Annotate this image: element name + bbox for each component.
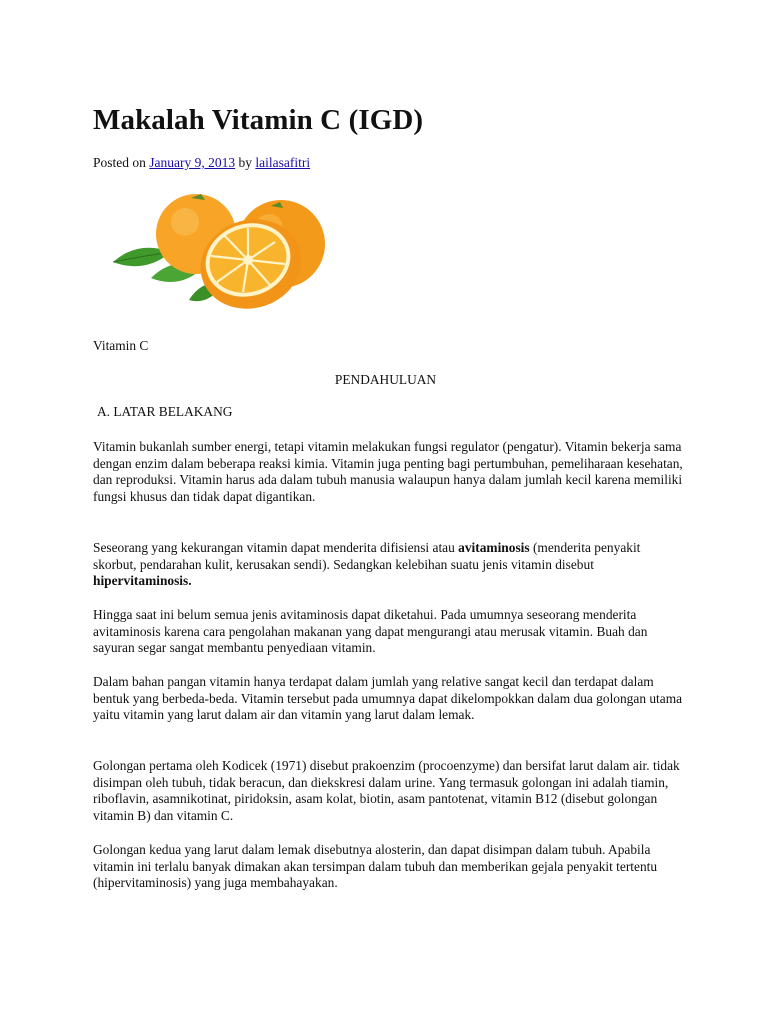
paragraph: Dalam bahan pangan vitamin hanya terdapat dalam jumlah yang relative sangat kecil dan terdapat dalam bentuk yang berbeda-beda. Vitamin tersebut pada umumnya dapat dikelompokkan dalam dua golongan utama yaitu vitamin yang larut dalam air dan vitamin yang larut dalam lemak. — [93, 674, 683, 723]
bold-term-hipervitaminosis: hipervitaminosis. — [93, 573, 192, 589]
post-meta — [93, 155, 310, 171]
paragraph: Vitamin bukanlah sumber energi, tetapi vitamin melakukan fungsi regulator (pengatur). Vitamin bekerja sama dengan enzim dalam beberapa reaksi kimia. Vitamin juga penting bagi pertumbuhan, pemeliharaan kesehatan, dan reproduksi. Vitamin harus ada dalam tubuh manusia walaupun hanya dalam jumlah kecil karena memiliki fungsi khusus dan tidak dapat digantikan. — [93, 439, 683, 505]
author-link[interactable]: lailasafitri — [255, 155, 311, 170]
paragraph-text: Seseorang yang kekurangan vitamin dapat menderita difisiensi atau — [93, 540, 459, 555]
paragraph: Golongan pertama oleh Kodicek (1971) disebut prakoenzim (procoenzyme) dan bersifat larut dalam air. tidak disimpan oleh tubuh, tidak beracun, dan diekskresi dalam urine. Yang termasuk golongan ini adalah tiamin, riboflavin, asamnikotinat, piridoksin, asam kolat, biotin, asam pantotenat, vitamin B12 (disebut golongan vitamin B) dan vitamin C. — [93, 758, 680, 824]
orange-fruit-image — [93, 182, 348, 322]
page-title: Makalah Vitamin C (IGD) — [93, 104, 424, 136]
bold-term-avitaminosis: avitaminosis — [458, 540, 530, 555]
by-label: by — [238, 155, 252, 170]
paragraph — [93, 540, 683, 590]
image-caption: Vitamin C — [93, 338, 149, 353]
posted-on-label: Posted on — [93, 155, 146, 170]
post-date-link[interactable]: January 9, 2013 — [149, 155, 236, 170]
section-heading: PENDAHULUAN — [334, 372, 437, 387]
paragraph-text: (menderita penyakit skorbut, pendarahan kulit, kerusakan sendi). Sedangkan kelebihan suatu jenis vitamin disebut — [93, 540, 641, 572]
paragraph: Golongan kedua yang larut dalam lemak disebutnya alosterin, dan dapat disimpan dalam tubuh. Apabila vitamin ini terlalu banyak dimakan akan tersimpan dalam tubuh dan memberikan gejala penyakit tertentu (hipervitaminosis) yang juga membahayakan. — [93, 842, 658, 891]
subsection-heading: A. LATAR BELAKANG — [97, 404, 233, 419]
paragraph: Hingga saat ini belum semua jenis avitaminosis dapat diketahui. Pada umumnya seseorang menderita avitaminosis karena cara pengolahan makanan yang dapat mengurangi atau merusak vitamin. Buah dan sayuran segar sangat membantu penyediaan vitamin. — [93, 607, 648, 656]
